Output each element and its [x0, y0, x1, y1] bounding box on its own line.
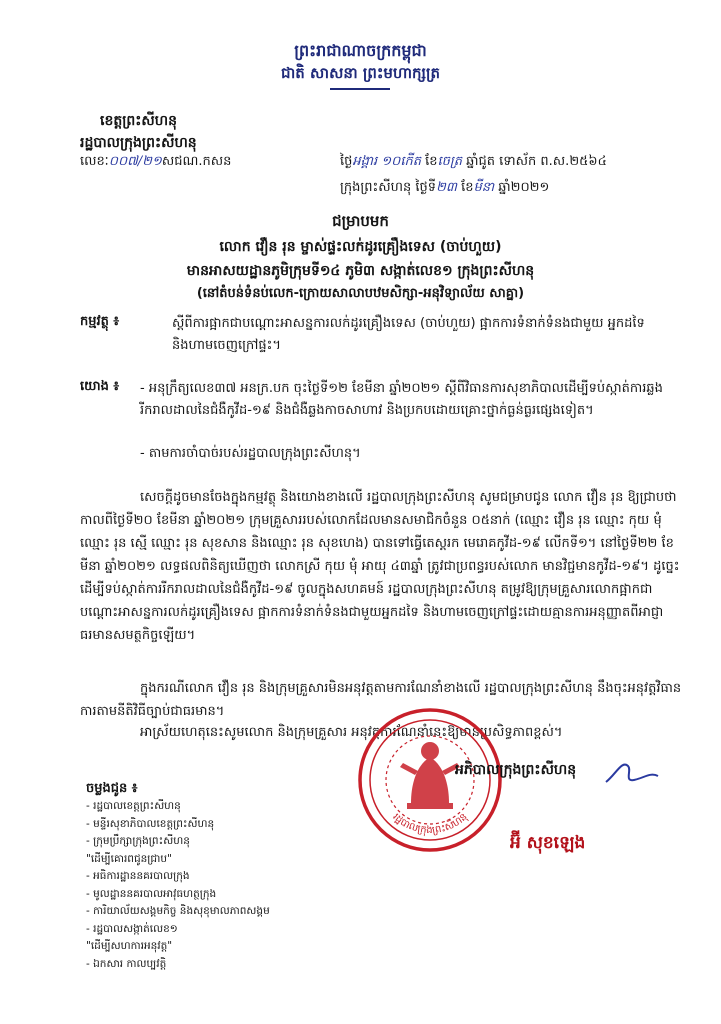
recipient-location: (នៅតំបន់ទំនប់លេក-ក្រោយសាលាបឋមសិក្សា-អនុវិទ្យាល័យ សាគ្នា)	[196, 286, 525, 301]
subject-text: ស្តីពីការផ្អាកជាបណ្តោះអាសន្នការលក់ដូរគ្រឿងទេស (ចាប់ហួយ) ផ្អាកការទំនាក់ទំនងជាមួយ អ្នកដទៃ និងហាមចេញក្រៅផ្ទះ។	[172, 316, 645, 353]
motto-divider	[330, 88, 390, 90]
subject-label: កម្មវត្ថុ ៖	[80, 314, 120, 329]
solar-month-handwritten: មីនា	[473, 180, 495, 195]
reference-item-1: - អនុក្រឹត្យលេខ៣៧ អនក្រ.បក ចុះថ្ងៃទី១២ ខែមីនា ឆ្នាំ២០២១ ស្តីពីវិធានការសុខាភិបាលដើម្បីទប់ស្កាត់ការឆ្លងរីករាលដាលនៃជំងឺកូវីដ-១៩ និងជំងឺឆ្លងកាចសាហាវ និងប្រកបដោយគ្រោះថ្នាក់ធ្ងន់ធ្ងរផ្សេងទៀត។	[140, 381, 663, 418]
distribution-item: - ការិយាល័យសង្គមកិច្ច និងសុខុមាលភាពសង្គម	[86, 905, 270, 917]
solar-day-handwritten: ២៣	[435, 180, 457, 195]
body-paragraph-2: ក្នុងករណីលោក វឿន រុន និងក្រុមគ្រួសារមិនអនុវត្តតាមការណែនាំខាងលើ រដ្ឋបាលក្រុងព្រះសីហនុ នឹងចុះអនុវត្តវិធានការតាមនីតិវិធីច្បាប់ជាធរមាន។	[80, 681, 682, 719]
distribution-note: "ដើម្បីគោរពជូនជ្រាប"	[86, 852, 172, 865]
body-paragraph-1: សេចក្តីដូចមានចែងក្នុងកម្មវត្ថុ និងយោងខាងលើ រដ្ឋបាលក្រុងព្រះសីហនុ សូមជម្រាបជូន លោក វឿន រុន ឱ្យជ្រាបថា កាលពីថ្ងៃទី២០ ខែមីនា ឆ្នាំ២០២១ ក្រុមគ្រួសាររបស់លោកដែលមានសមាជិកចំនួន ០៥នាក់ (ឈ្មោះ វឿន រុន ឈ្មោះ កុយ មុំ ឈ្មោះ រុន ស្មើ ឈ្មោះ រុន សុខសាន និងឈ្មោះ រុន សុខហេង) បានទៅធ្វើតេស្តរក មេរោគកូវីដ-១៩ លើកទី១។ នៅថ្ងៃទី២២ ខែមីនា ឆ្នាំ២០២១ លទ្ធផលពិនិត្យឃើញថា លោកស្រី កុយ មុំ អាយុ ៤៣ឆ្នាំ ត្រូវជាប្រពន្ធរបស់លោក មានវិជ្ជមានកូវីដ-១៩។ ដូច្នេះដើម្បីទប់ស្កាត់ការរីករាលដាលនៃជំងឺកូវីដ-១៩ ចូលក្នុងសហគមន៍ រដ្ឋបាលក្រុងព្រះសីហនុ តម្រូវឱ្យក្រុមគ្រួសារលោកផ្អាកជាបណ្តោះអាសន្នការលក់ដូរគ្រឿងទេស ផ្អាកការទំនាក់ទំនងជាមួយអ្នកដទៃ និងហាមចេញក្រៅផ្ទះដោយគ្មានការអនុញ្ញាតពីអាជ្ញាធរមានសមត្ថកិច្ចឡើយ។	[80, 490, 680, 643]
distribution-title: ចម្លងជូន ៖	[86, 781, 138, 796]
solar-year: ឆ្នាំ២០២១	[498, 180, 550, 195]
kingdom-heading: ព្រះរាជាណាចក្រកម្ពុជា	[294, 41, 427, 60]
solar-month-label: ខែ	[461, 180, 474, 195]
ref-prefix: លេខៈ	[80, 154, 109, 169]
ref-suffix: សជណ.កសន	[161, 154, 232, 169]
references-label: យោង ៖	[80, 379, 120, 394]
seal-text: រដ្ឋបាលក្រុងព្រះសីហនុ	[390, 811, 470, 837]
distribution-note: "ដើម្បីសហការអនុវត្ត"	[86, 940, 173, 952]
distribution-item: - រដ្ឋបាលខេត្តព្រះសីហនុ	[86, 800, 181, 812]
distribution-item: - មូលដ្ឋាននគរបាលអាវុធហត្ថក្រុង	[86, 887, 217, 900]
lunar-date	[340, 153, 607, 172]
addressed-to: ជម្រាបមក	[332, 212, 389, 230]
reference-item-2: - តាមការចាំបាច់របស់រដ្ឋបាលក្រុងព្រះសីហនុ។	[140, 446, 361, 461]
lunar-month-label: ខែ	[425, 154, 438, 169]
distribution-item: - មន្ទីរសុខាភិបាលខេត្តព្រះសីហនុ	[86, 817, 215, 830]
signer-name: អ៊ី សុខឡេង	[510, 833, 586, 853]
solar-prefix: ក្រុងព្រះសីហនុ ថ្ងៃទី	[340, 180, 436, 195]
distribution-item: - រដ្ឋបាលសង្កាត់លេខ១	[86, 922, 178, 935]
solar-date	[340, 179, 549, 198]
signer-title: អភិបាលក្រុងព្រះសីហនុ	[455, 762, 577, 778]
distribution-item: - អធិការដ្ឋាននគរបាលក្រុង	[86, 870, 190, 882]
national-motto: ជាតិ សាសនា ព្រះមហាក្សត្រ	[281, 64, 440, 82]
lunar-rest: ឆ្នាំជូត ទោស័ក ព.ស.២៥៦៤	[466, 154, 607, 169]
recipient-address: មានអាសយដ្ឋានភូមិក្រុមទី១៤ ភូមិ៣ សង្កាត់លេខ១ ក្រុងព្រះសីហនុ	[186, 263, 535, 279]
lunar-day-handwritten: អង្គារ ១០កើត	[352, 154, 421, 169]
ref-number-handwritten: ០០៧/២១	[108, 154, 162, 169]
distribution-list	[86, 798, 270, 973]
closing-line: អាស្រ័យហេតុនេះសូមលោក និងក្រុមគ្រួសារ អនុវត្តការណែនាំនេះឱ្យមានប្រសិទ្ធភាពខ្ពស់។	[140, 725, 563, 740]
handwritten-signature	[602, 752, 662, 792]
reference-number	[80, 153, 231, 172]
recipient-line: លោក វឿន រុន ម្ចាស់ផ្ទះលក់ដូរគ្រឿងទេស (ចាប់ហួយ)	[219, 239, 502, 255]
distribution-item: - ក្រុមប្រឹក្សាក្រុងព្រះសីហនុ	[86, 835, 190, 847]
issuer-administration: រដ្ឋបាលក្រុងព្រះសីហនុ	[80, 135, 197, 151]
distribution-item: - ឯកសារ កាលប្បវត្តិ	[86, 957, 167, 970]
lunar-prefix: ថ្ងៃ	[340, 154, 353, 169]
lunar-month-handwritten: ចេត្រ	[437, 154, 462, 169]
issuer-province: ខេត្តព្រះសីហនុ	[100, 113, 177, 129]
